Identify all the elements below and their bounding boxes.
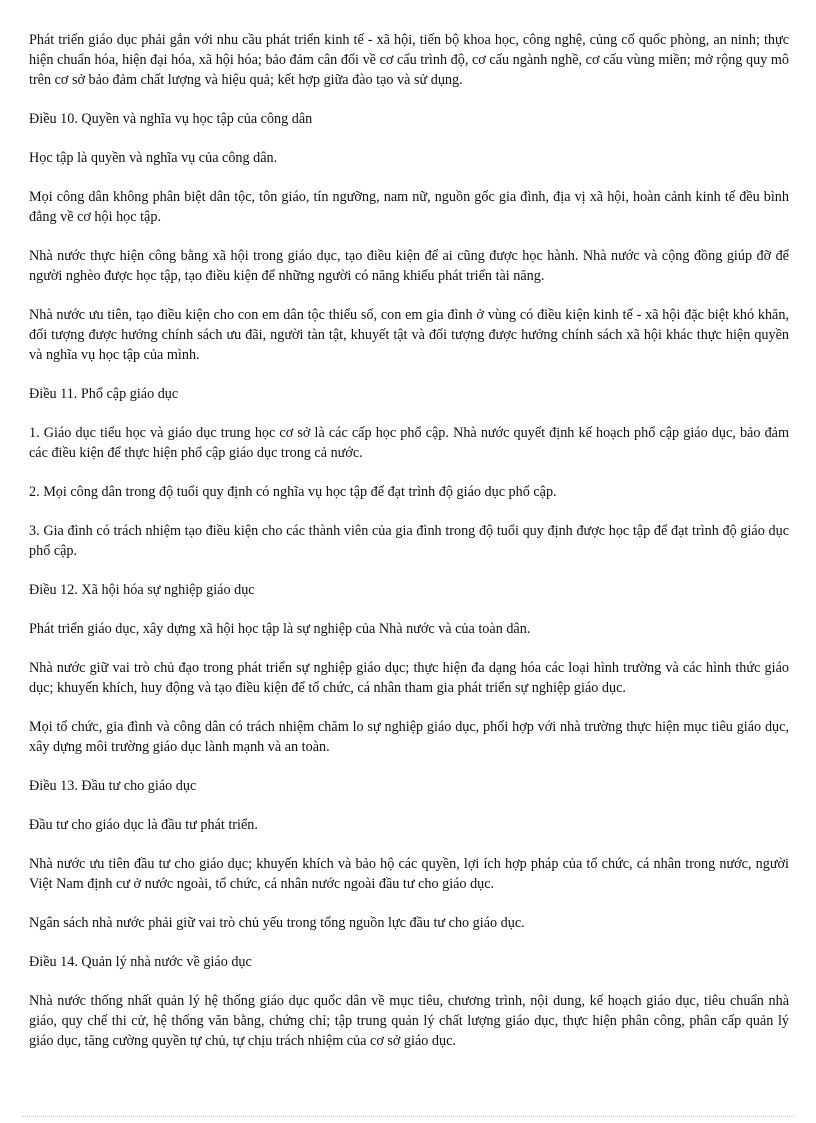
- article-11-heading: Điều 11. Phổ cập giáo dục: [29, 386, 179, 402]
- paragraph: Mọi công dân không phân biệt dân tộc, tôn giáo, tín ngưỡng, nam nữ, nguồn gốc gia đình, địa vị xã hội, hoàn cảnh kinh tế đều bình đẳng về cơ hội học tập.: [29, 189, 789, 225]
- article-10-heading: Điều 10. Quyền và nghĩa vụ học tập của công dân: [29, 111, 313, 127]
- paragraph: Mọi tổ chức, gia đình và công dân có trách nhiệm chăm lo sự nghiệp giáo dục, phối hợp với nhà trường thực hiện mục tiêu giáo dục, xây dựng môi trường giáo dục lành mạnh và an toàn.: [29, 719, 789, 755]
- paragraph: Nhà nước thống nhất quản lý hệ thống giáo dục quốc dân về mục tiêu, chương trình, nội dung, kế hoạch giáo dục, tiêu chuẩn nhà giáo, quy chế thi cử, hệ thống văn bằng, chứng chỉ; tập trung quản lý chất lượng giáo dục, thực hiện phân công, phân cấp quản lý giáo dục, tăng cường quyền tự chủ, tự chịu trách nhiệm của cơ sở giáo dục.: [29, 993, 789, 1049]
- article-14-heading: Điều 14. Quản lý nhà nước về giáo dục: [29, 954, 252, 970]
- paragraph: Phát triển giáo dục, xây dựng xã hội học tập là sự nghiệp của Nhà nước và của toàn dân.: [29, 621, 531, 637]
- paragraph: Học tập là quyền và nghĩa vụ của công dân.: [29, 150, 278, 166]
- paragraph: 3. Gia đình có trách nhiệm tạo điều kiện cho các thành viên của gia đình trong độ tuổi quy định được học tập để đạt trình độ giáo dục phổ cập.: [29, 523, 789, 559]
- paragraph: 2. Mọi công dân trong độ tuổi quy định có nghĩa vụ học tập để đạt trình độ giáo dục phổ cập.: [29, 484, 557, 500]
- paragraph: Ngân sách nhà nước phải giữ vai trò chủ yếu trong tổng nguồn lực đầu tư cho giáo dục.: [29, 915, 525, 931]
- paragraph: Nhà nước ưu tiên, tạo điều kiện cho con em dân tộc thiểu số, con em gia đình ở vùng có điều kiện kinh tế - xã hội đặc biệt khó khăn, đối tượng được hưởng chính sách ưu đãi, người tàn tật, khuyết tật và đối tượng được hưởng chính sách xã hội khác thực hiện quyền và nghĩa vụ học tập của mình.: [29, 307, 789, 363]
- paragraph: 1. Giáo dục tiểu học và giáo dục trung học cơ sở là các cấp học phổ cập. Nhà nước quyết định kế hoạch phổ cập giáo dục, bảo đảm các điều kiện để thực hiện phổ cập giáo dục trong cả nước.: [29, 425, 789, 461]
- paragraph: Nhà nước thực hiện công bằng xã hội trong giáo dục, tạo điều kiện để ai cũng được học hành. Nhà nước và cộng đồng giúp đỡ để người nghèo được học tập, tạo điều kiện để những người có năng khiếu phát triển tài năng.: [29, 248, 789, 284]
- article-12-heading: Điều 12. Xã hội hóa sự nghiệp giáo dục: [29, 582, 255, 598]
- document-page: [29, 30, 789, 1070]
- paragraph: Nhà nước ưu tiên đầu tư cho giáo dục; khuyến khích và bảo hộ các quyền, lợi ích hợp pháp của tổ chức, cá nhân trong nước, người Việt Nam định cư ở nước ngoài, tổ chức, cá nhân nước ngoài đầu tư cho giáo dục.: [29, 856, 789, 892]
- article-13-heading: Điều 13. Đầu tư cho giáo dục: [29, 778, 197, 794]
- paragraph: Đầu tư cho giáo dục là đầu tư phát triển.: [29, 817, 258, 833]
- page-bottom-divider: [22, 1116, 794, 1117]
- paragraph-intro: Phát triển giáo dục phải gắn với nhu cầu phát triển kinh tế - xã hội, tiến bộ khoa học, công nghệ, củng cố quốc phòng, an ninh; thực hiện chuẩn hóa, hiện đại hóa, xã hội hóa; bảo đảm cân đối về cơ cấu trình độ, cơ cấu ngành nghề, cơ cấu vùng miền; mở rộng quy mô trên cơ sở bảo đảm chất lượng và hiệu quả; kết hợp giữa đào tạo và sử dụng.: [29, 32, 789, 88]
- paragraph: Nhà nước giữ vai trò chủ đạo trong phát triển sự nghiệp giáo dục; thực hiện đa dạng hóa các loại hình trường và các hình thức giáo dục; khuyến khích, huy động và tạo điều kiện để tổ chức, cá nhân tham gia phát triển sự nghiệp giáo dục.: [29, 660, 789, 696]
